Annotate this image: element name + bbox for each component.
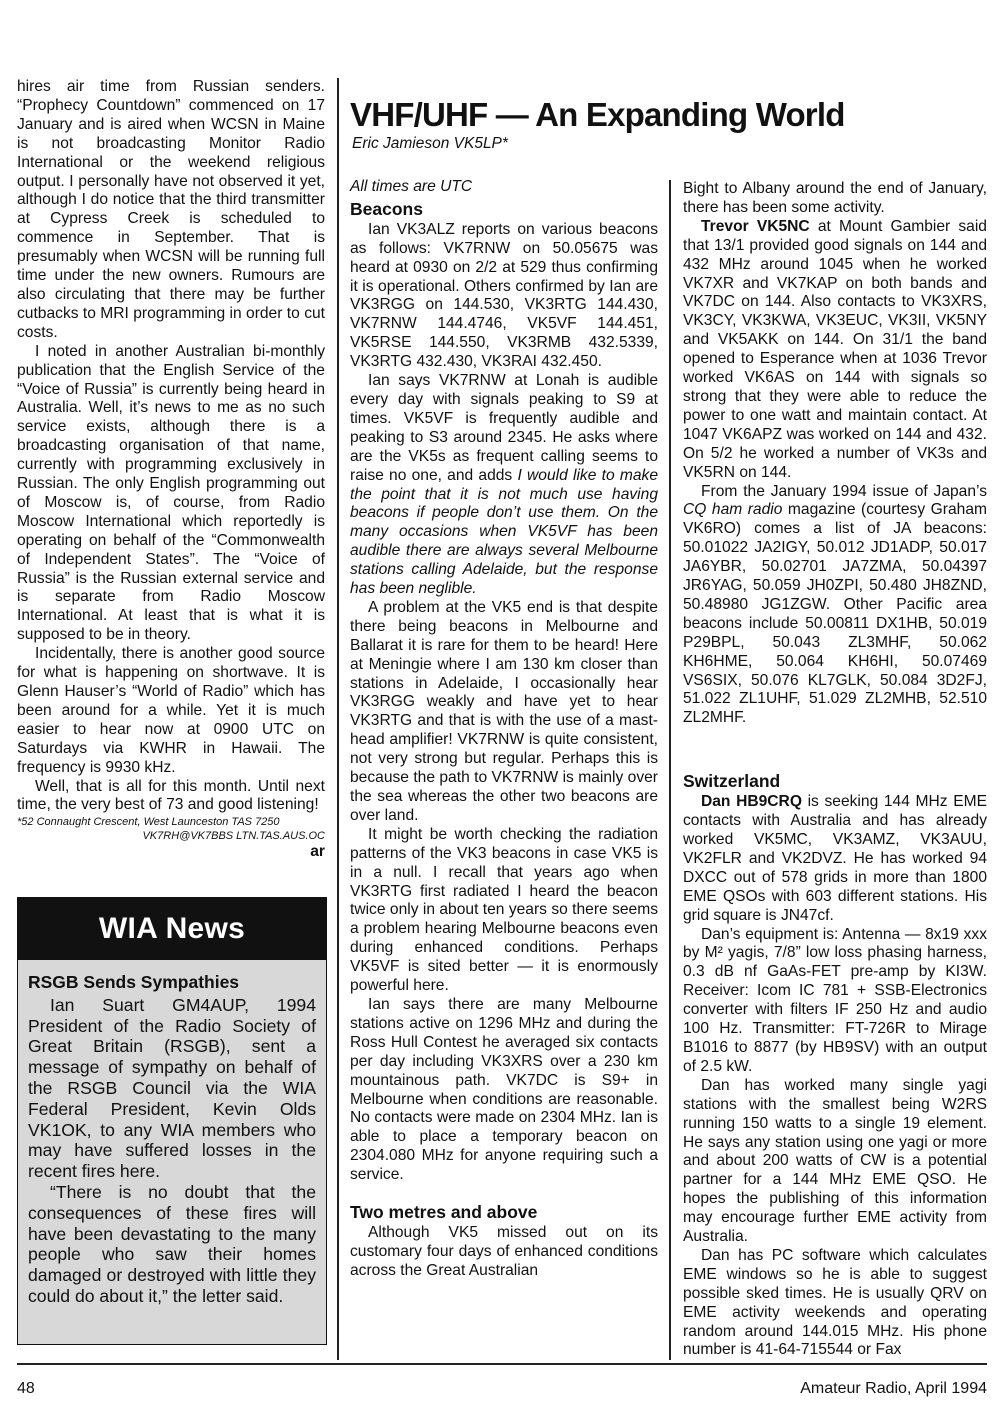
wia-news-title: WIA News [98,912,246,945]
article-title: VHF/UHF — An Expanding World [350,96,845,133]
article-paragraph [683,218,987,483]
text-run: From the January 1994 issue of Japan’s [701,482,987,500]
wia-news-content [18,960,326,1307]
wia-news-heading: RSGB Sends Sympathies [28,972,240,992]
author-address: *52 Connaught Crescent, West Launceston TAS 7250 [17,816,280,829]
left-paragraph: I noted in another Australian bi-monthly publication that the English Service of the “Voice of Russia” is currently being heard in Australia. Well, it’s news to me as no such service exists, although there is a broadcasting organisation of that name, currently with programming exclusively in Russian. The only English programming out of Moscow is, of course, from Radio Moscow International which reportedly is operating on behalf of the “Commonwealth of Independent States”. The “Voice of Russia” is the Russian external service and is separate from Radio Moscow International. At least that is what it is supposed to be in theory. [17,342,325,644]
column-divider-left [337,78,339,1360]
switzerland-heading: Switzerland [683,771,781,792]
article-paragraph: Bight to Albany around the end of January, there has been some activity. [683,180,987,216]
article-byline: Eric Jamieson VK5LP* [352,135,508,152]
wia-news-box [17,897,327,1345]
beacons-heading: Beacons [350,198,423,219]
footer-rule [17,1363,987,1365]
text-run: magazine (courtesy Graham VK6RO) comes a list of JA beacons: 50.01022 JA2IGY, 50.012 JD1ADP, 50.017 JA6YBR, 50.02701 JA7ZMA, 50.04397 JR6YAG, 50.059 JH0ZPI, 50.480 JH8ZND, 50.48980 JG1ZGW. Other Pacific area beacons include 50.00811 DX1HB, 50.019 P29BPL, 50.043 ZL3MHF, 50.062 KH6HME, 50.064 KH6HI, 50.07469 VS6SIX, 50.076 KL7GLK, 50.084 3D2FJ, 51.022 ZL1UHF, 51.029 ZL2MHB, 52.510 ZL2MHF. [683,501,987,727]
magazine-name: CQ ham radio [683,501,783,519]
article-paragraph [350,372,658,599]
article-paragraph: A problem at the VK5 end is that despite there being beacons in Melbourne and Ballarat it is rare for them to be heard! Here at Meningie where I am 130 km closer than stations in Adelaide, I occasionally hear VK3RGG weakly and have yet to hear VK3RTG and that is with the use of a mast-head amplifier! VK7RNW is quite consistent, not very strong but regular. Perhaps this is because the path to VK7RNW is mainly over the sea whereas the other two beacons are over land. [350,598,658,824]
times-note: All times are UTC [350,178,473,195]
italic-quote: I would like to make the point that it is not much use having beacons if people don’t use them. On the many occasions when VK5VF has been audible there are always several Melbourne stations calling Adelaide, but the response has been neglible. [350,466,658,598]
article-paragraph [683,793,987,925]
text-run: Ian says VK7RNW at Lonah is audible every day with signals peaking to S9 at times. VK5VF is frequently audible and peaking to S3 around 2345. He asks where are the VK5s as frequent calling seems to raise no one, and adds [350,372,658,484]
two-metres-heading: Two metres and above [350,1202,538,1223]
wia-news-banner [18,898,326,960]
callsign-trevor: Trevor VK5NC [701,217,810,235]
left-paragraph: hires air time from Russian senders. “Prophecy Countdown” commenced on 17 January and is aired when WCSN in Maine is not broadcasting Monitor Radio International or the weekend religious output. I personally have not observed it yet, although I do notice that the third transmitter at Cypress Creek is scheduled to commence in September. That is presumably when WCSN will be running full time under the new owners. Rumours are also circulating that there may be further cutbacks to MRI programming in order to cut costs. [17,78,325,341]
left-paragraph: Well, that is all for this month. Until next time, the very best of 73 and good listening! [17,777,325,814]
middle-column [350,178,658,1281]
end-mark: ar [310,843,325,861]
article-paragraph: Although VK5 missed out on its customary four days of enhanced conditions across the Great Australian [350,1223,658,1279]
article-paragraph: Ian VK3ALZ reports on various beacons as follows: VK7RNW on 50.05675 was heard at 0930 on 2/2 at 529 thus confirming it is operational. Others confirmed by Ian are VK3RGG on 144.530, VK3RTG 144.430, VK7RNW 144.4746, VK5VF 144.451, VK5RSE 144.550, VK3RMB 432.5339, VK3RTG 432.430, VK3RAI 432.450. [350,220,658,371]
article-paragraph: It might be worth checking the radiation patterns of the VK3 beacons in case VK5 is in a null. I recall that years ago when VK3RTG first radiated I heard the beacon twice only in about ten years so there seems a problem hearing Melbourne beacons even during enhanced conditions. Perhaps VK5VF is sited better — it is enormously powerful here. [350,825,658,995]
wia-news-paragraph: Ian Suart GM4AUP, 1994 President of the Radio Society of Great Britain (RSGB), sent a message of sympathy on behalf of the RSGB Council via the WIA Federal President, Kevin Olds VK1OK, to any WIA members who may have suffered losses in the recent fires here. [28,994,316,1182]
wia-news-paragraph: “There is no doubt that the consequences of these fires will have been devastating to the many people who saw their homes damaged or destroyed with little they could do about it,” the letter said. [28,1181,316,1306]
publication-footer: Amateur Radio, April 1994 [800,1380,987,1397]
left-column [17,78,325,862]
article-paragraph: Dan has PC software which calculates EME windows so he is able to suggest possible sked times. He is usually QRV on EME activity weekends and operating random around 144.015 MHz. His phone number is 41-64-715544 or Fax [683,1246,987,1359]
left-paragraph: Incidentally, there is another good source for what is happening on shortwave. It is Glenn Hauser’s “World of Radio” which has been around for a while. Yet it is much easier to hear now at 0900 UTC on Saturdays via KWHR in Hawaii. The frequency is 9930 kHz. [17,645,325,776]
article-paragraph: Dan’s equipment is: Antenna — 8x19 xxx by M² yagis, 7/8” low loss phasing harness, 0.3 dB nf GaAs-FET pre-amp by KI3W. Receiver: Icom IC 781 + SSB-Electronics converter with filters IF 250 Hz and audio 100 Hz. Transmitter: FT-726R to Mirage B1016 to 8877 (by HB9SV) with an output of 2.5 kW. [683,925,987,1075]
article-paragraph [683,483,987,729]
author-email: VK7RH@VK7BBS LTN.TAS.AUS.OC [142,830,325,843]
text-run: at Mount Gambier said that 13/1 provided good signals on 144 and 432 MHz around 1045 when he worked VK7XR and VK7KAP on both bands and VK7DC on 144. Also contacts to VK3XRS, VK3CY, VK3KWA, VK3EUC, VK3II, VK5NY and VK5AKK on 144. On 31/1 the band opened to Esperance when at 1036 Trevor worked VK6AS on 144 with signals so strong that they were able to reduce the power to one watt and maintain contact. At 1047 VK6APZ was worked on 144 and 432. On 5/2 he worked a number of VK3s and VK5RN on 144. [683,217,987,481]
right-column [683,180,987,1360]
column-divider-right [669,180,671,1360]
text-run: is seeking 144 MHz EME contacts with Australia and has already worked VK5MC, VK3AMZ, VK3AUU, VK2FLR and VK2DVZ. He has worked 94 DXCC out of 578 grids in more than 1800 EME QSOs with 603 different stations. His grid square is JN47cf. [683,793,988,924]
article-paragraph: Ian says there are many Melbourne stations active on 1296 MHz and during the Ross Hull Contest he averaged six contacts per day including VK3XRS over a 230 km mountainous path. VK7DC is S9+ in Melbourne when conditions are reasonable. No contacts were made on 2304 MHz. Ian is able to place a temporary beacon on 2304.080 MHz for anyone requiring such a service. [350,995,658,1184]
page-number: 48 [17,1380,35,1397]
callsign-dan: Dan HB9CRQ [701,793,802,811]
article-paragraph: Dan has worked many single yagi stations with the smallest being W2RS running 150 watts to a single 19 element. He says any station using one yagi or more and about 200 watts of CW is a potential partner for a 144 MHz EME QSO. He hopes the publishing of this information may encourage further EME activity from Australia. [683,1076,987,1246]
